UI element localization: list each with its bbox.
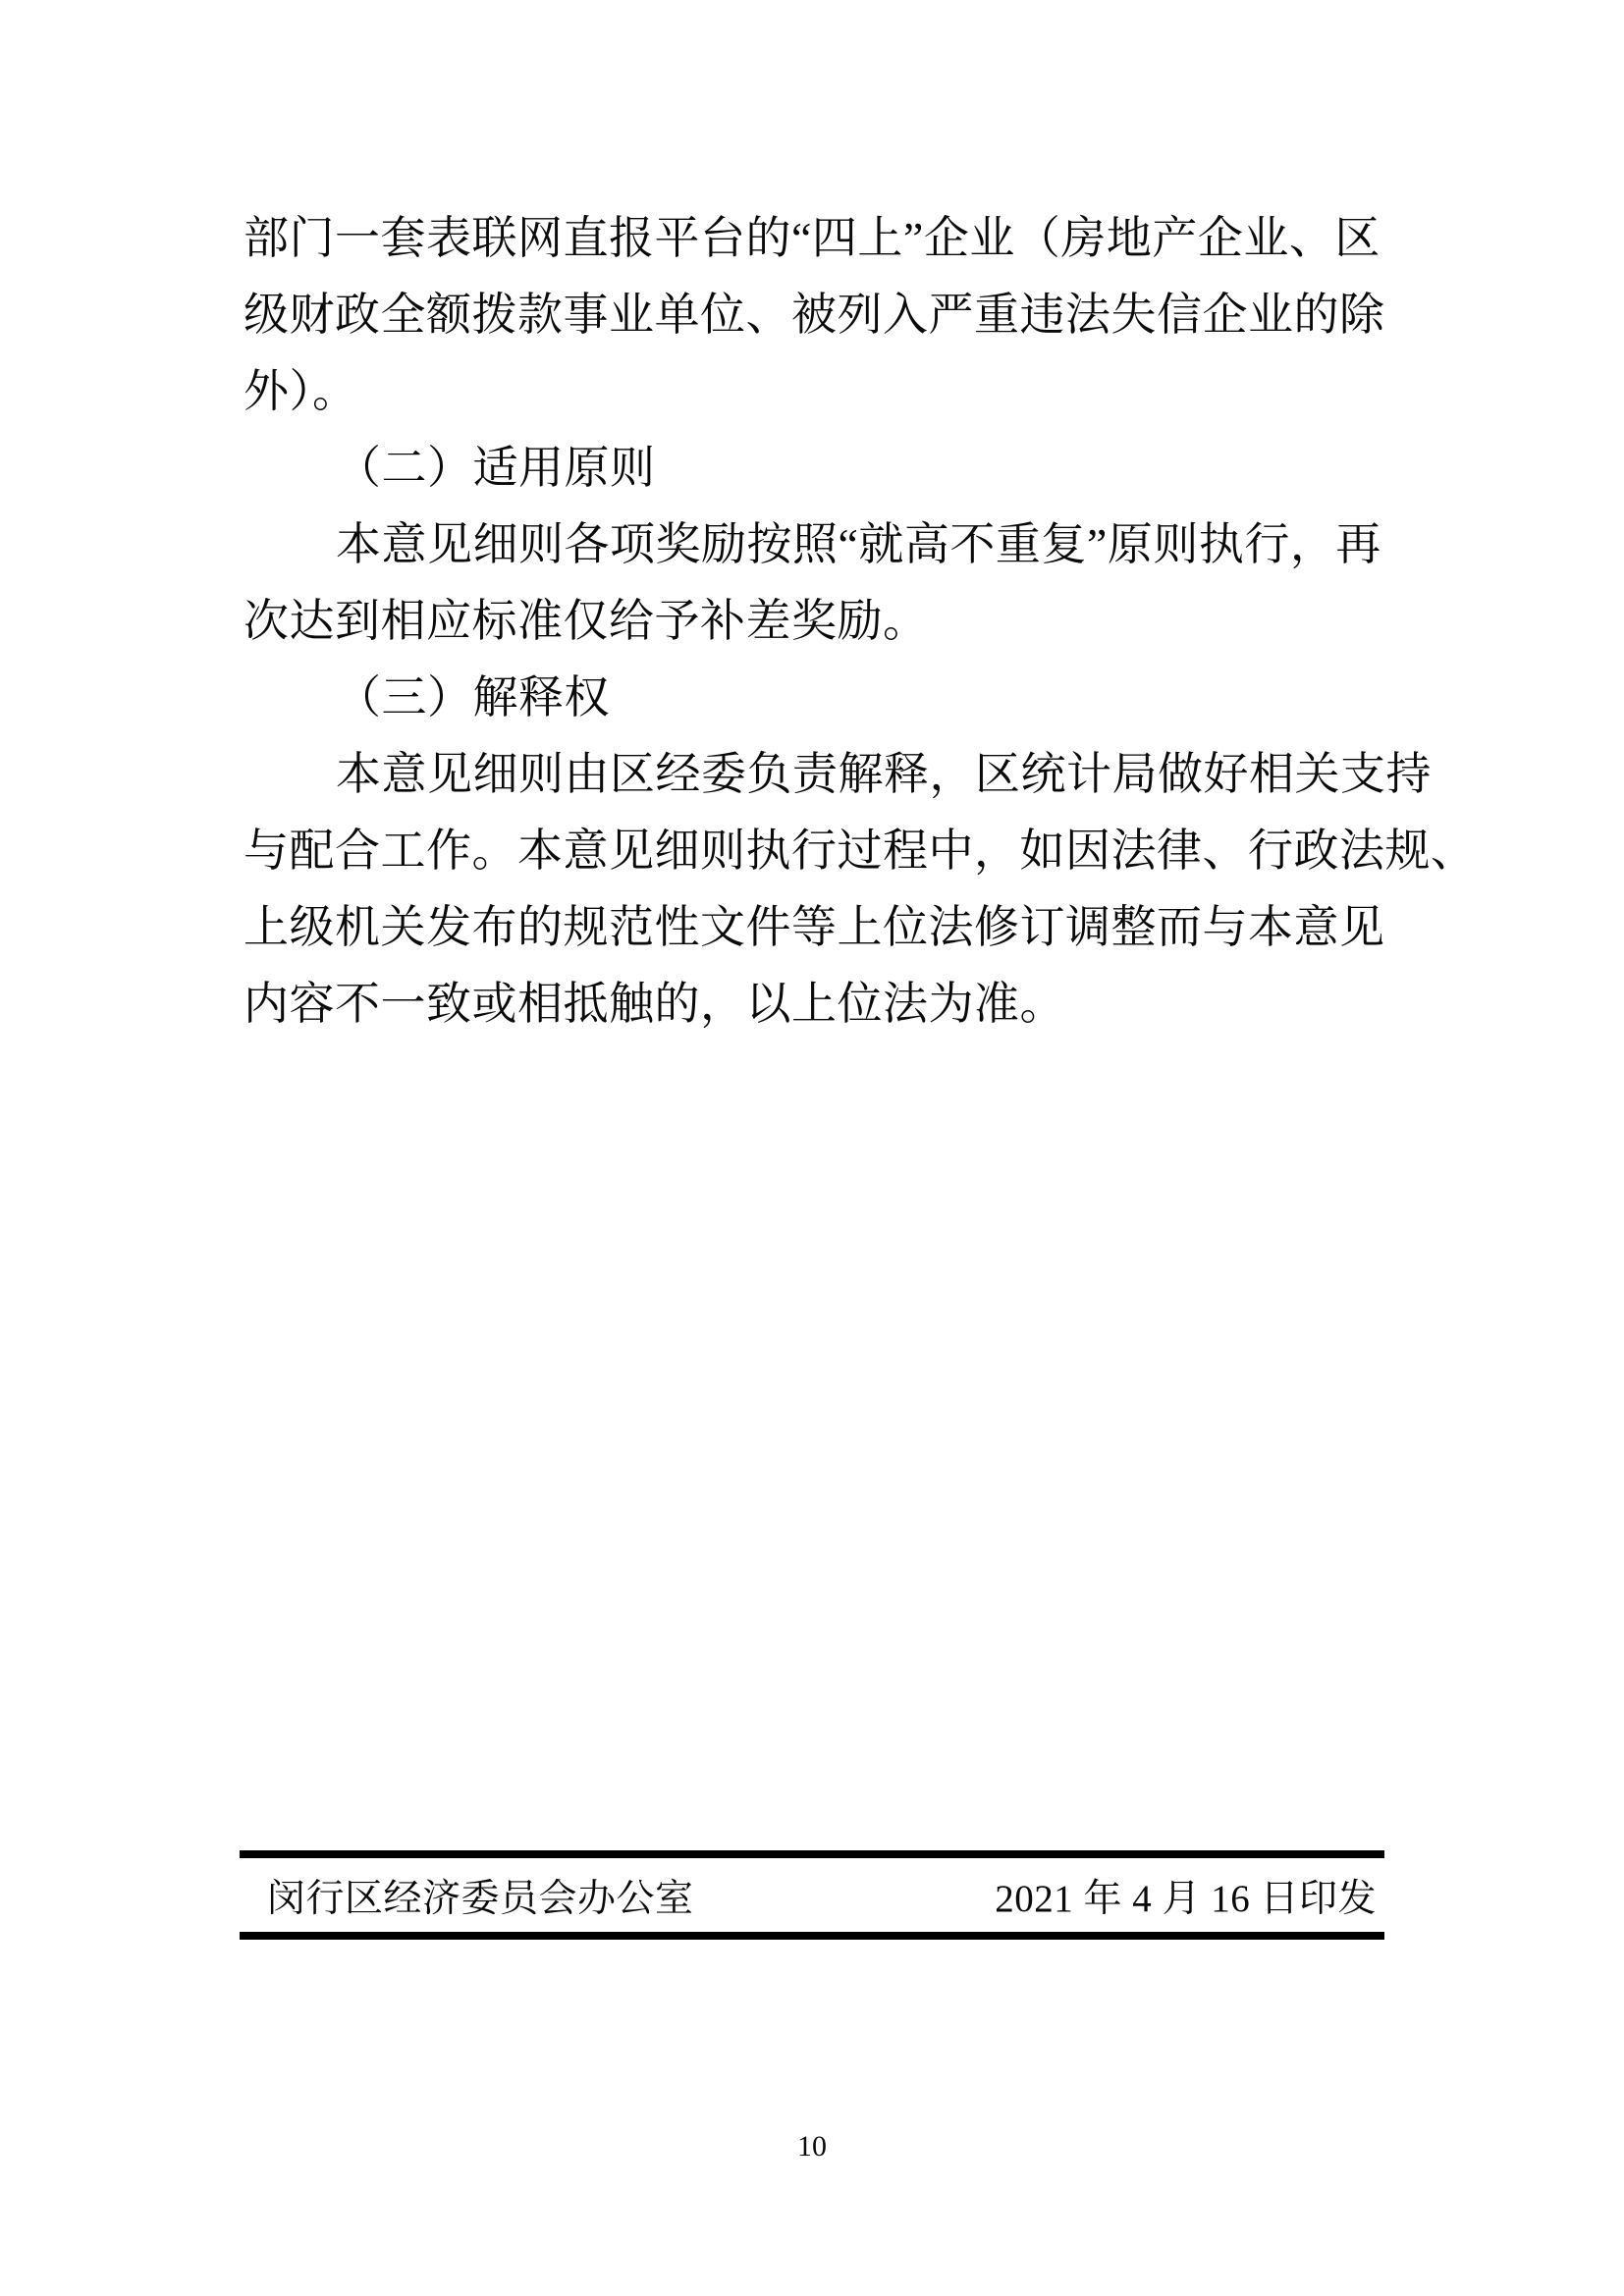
- document-footer: [240, 1850, 1384, 1940]
- page-number: 10: [797, 2130, 827, 2163]
- footer-bottom-rule: [240, 1932, 1384, 1940]
- print-date: 2021 年 4 月 16 日印发: [995, 1877, 1377, 1920]
- body-line: 与配合工作。本意见细则执行过程中，如因法律、行政法规、: [244, 826, 1477, 876]
- body-line: 外）。: [244, 366, 358, 416]
- footer-row: [240, 1858, 1384, 1932]
- body-line: 上级机关发布的规范性文件等上位法修订调整而与本意见: [244, 902, 1385, 952]
- body-line: 级财政全额拨款事业单位、被列入严重违法失信企业的除: [244, 290, 1385, 340]
- footer-top-rule: [240, 1850, 1384, 1858]
- body-line: 部门一套表联网直报平台的“四上”企业（房地产企业、区: [244, 213, 1380, 263]
- body-line: 本意见细则由区经委负责解释，区统计局做好相关支持: [336, 749, 1432, 799]
- section-heading-2: （二）适用原则: [336, 443, 656, 493]
- document-body: [244, 200, 1477, 1042]
- body-line: 本意见细则各项奖励按照“就高不重复”原则执行，再: [336, 519, 1381, 569]
- body-line: 内容不一致或相抵触的，以上位法为准。: [244, 979, 1065, 1029]
- issuing-office: 闵行区经济委员会办公室: [267, 1877, 694, 1920]
- section-heading-3: （三）解释权: [336, 672, 610, 722]
- body-line: 次达到相应标准仅给予补差奖励。: [244, 596, 929, 646]
